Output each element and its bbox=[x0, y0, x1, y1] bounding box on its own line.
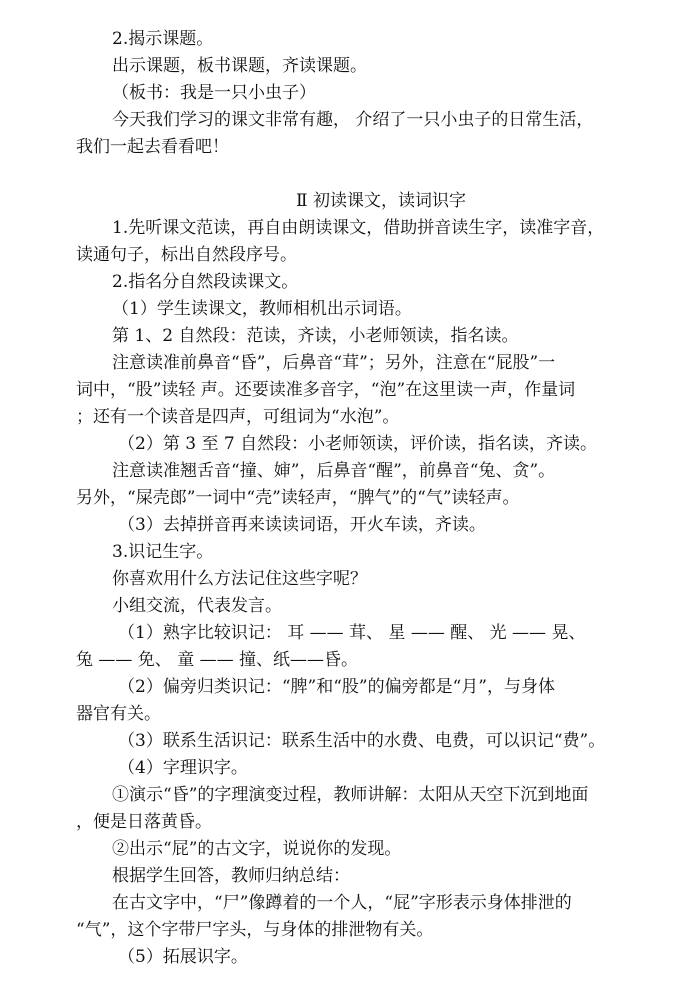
text-line: 我们一起去看看吧！ bbox=[76, 137, 229, 157]
text-line: 兔 —— 免、 童 —— 撞、纸——昏。 bbox=[76, 650, 359, 670]
text-line: 读通句子，标出自然段序号。 bbox=[76, 245, 297, 265]
text-line: （2）偏旁归类识记：“脾”和“股”的偏旁都是“月”，与身体 bbox=[118, 677, 555, 697]
text-line: （1）熟字比较识记： 耳 —— 茸、 星 —— 醒、 光 —— 晃、 bbox=[118, 623, 586, 643]
text-line: （3）去掉拼音再来读读词语，开火车读，齐读。 bbox=[118, 515, 486, 535]
text-line: （1）学生读课文，教师相机出示词语。 bbox=[112, 299, 412, 319]
text-line: 1.先听课文范读，再自由朗读课文，借助拼音读生字，读准字音， bbox=[112, 218, 605, 238]
text-line: 你喜欢用什么方法记住这些字呢？ bbox=[112, 569, 367, 589]
text-line: （3）联系生活识记：联系生活中的水费、电费，可以识记“费”。 bbox=[118, 731, 606, 751]
text-line: 第 1、2 自然段：范读，齐读，小老师领读，指名读。 bbox=[112, 326, 519, 346]
text-line: （4）字理识字。 bbox=[118, 758, 248, 778]
text-line: 2.揭示课题。 bbox=[112, 29, 214, 49]
text-line: （5）拓展识字。 bbox=[118, 947, 248, 967]
document-page bbox=[76, 26, 656, 971]
text-line: 小组交流，代表发言。 bbox=[112, 596, 282, 616]
text-line: ；还有一个读音是四声，可组词为“水泡”。 bbox=[76, 407, 400, 427]
text-line: （板书：我是一只小虫子） bbox=[112, 83, 316, 103]
text-line: 出示课题，板书课题，齐读课题。 bbox=[112, 56, 367, 76]
text-line: 根据学生回答，教师归纳总结： bbox=[112, 866, 350, 886]
blank-line bbox=[76, 161, 656, 188]
text-line: （2）第 3 至 7 自然段：小老师领读，评价读，指名读，齐读。 bbox=[118, 434, 598, 454]
text-line: 注意读准翘舌音“撞、婶”，后鼻音“醒”，前鼻音“兔、贪”。 bbox=[112, 461, 556, 481]
text-line: ①演示“昏”的字理演变过程，教师讲解：太阳从天空下沉到地面 bbox=[112, 785, 589, 805]
text-line: 2.指名分自然段读课文。 bbox=[112, 272, 299, 292]
text-line: 3.识记生字。 bbox=[112, 542, 214, 562]
text-line: 今天我们学习的课文非常有趣， 介绍了一只小虫子的日常生活， bbox=[112, 110, 594, 130]
text-line: ②出示“屁”的古文字，说说你的发现。 bbox=[112, 839, 402, 859]
text-line: “气”，这个字带尸字头，与身体的排泄物有关。 bbox=[76, 920, 434, 940]
text-line: 词中，“股”读轻 声。还要读准多音字，“泡”在这里读一声，作量词 bbox=[76, 380, 576, 400]
text-line: 注意读准前鼻音“昏”，后鼻音“茸”；另外，注意在“屁股”一 bbox=[112, 353, 556, 373]
text-line: 另外，“屎壳郎”一词中“壳”读轻声，“脾气”的“气”读轻声。 bbox=[76, 488, 520, 508]
text-line: ，便是日落黄昏。 bbox=[76, 812, 212, 832]
text-line: 器官有关。 bbox=[76, 704, 161, 724]
section-heading: Ⅱ 初读课文，读词识字 bbox=[296, 191, 466, 211]
text-line: 在古文字中，“尸”像蹲着的一个人，“屁”字形表示身体排泄的 bbox=[112, 893, 572, 913]
